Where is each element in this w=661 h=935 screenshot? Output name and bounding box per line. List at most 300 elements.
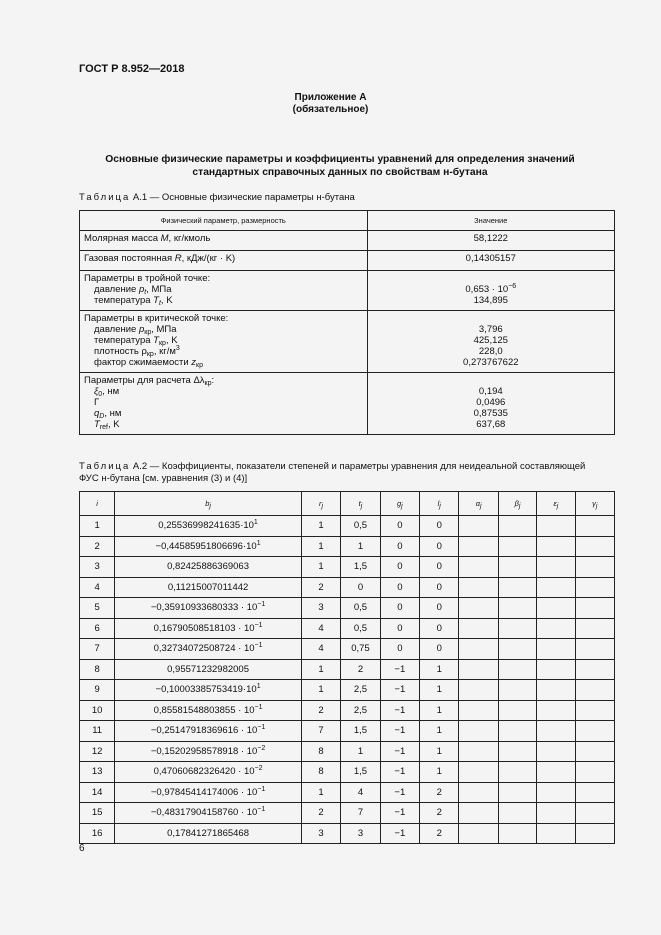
cell-b: [115, 803, 302, 824]
cell-r: 1: [301, 557, 340, 578]
table-coefficients: [79, 491, 615, 844]
cell-b-mantissa: −0,25147918369616 · 10: [150, 725, 258, 737]
cell-alpha: [459, 782, 498, 803]
cell-alpha: [459, 598, 498, 619]
cell-epsilon: [537, 700, 575, 721]
cell-beta: [498, 741, 536, 762]
cell-b: [115, 762, 302, 783]
tref-symbol: T: [94, 419, 100, 430]
cell-epsilon: [537, 762, 575, 783]
table2-header-4: [380, 492, 419, 516]
table2-header-0: [80, 492, 115, 516]
cell-l: 2: [420, 782, 459, 803]
cell-g: 0: [380, 577, 419, 598]
cell-alpha: [459, 659, 498, 680]
cell-b-exponent: −1: [254, 703, 263, 711]
table2-header-2: [301, 492, 340, 516]
table2-header-8: [537, 492, 575, 516]
table1-row-molar-mass: [80, 231, 615, 251]
table2-header-3: [341, 492, 380, 516]
critical-compressibility-label: [84, 357, 363, 368]
cell-b: [115, 598, 302, 619]
cell-b-exponent: −1: [254, 642, 263, 650]
cell-beta: [498, 659, 536, 680]
cell-alpha: [459, 803, 498, 824]
critical-density-label: [84, 346, 363, 357]
cell-g: −1: [380, 803, 419, 824]
cell-t: 4: [341, 782, 380, 803]
cell-i: 3: [80, 557, 115, 578]
cell-g: 0: [380, 516, 419, 537]
cell-t: 1: [341, 536, 380, 557]
cell-i: 15: [80, 803, 115, 824]
critical-compressibility-value: 0,273767622: [463, 357, 519, 368]
xi0-unit: , нм: [102, 386, 120, 397]
gas-constant-label: [80, 251, 368, 271]
triple-temp-sub: t: [158, 300, 161, 307]
cell-beta: [498, 680, 536, 701]
cell-b-mantissa: 0,85581548803855 · 10: [153, 704, 255, 716]
table2-header-sub: j: [595, 503, 598, 510]
cell-gamma: [575, 598, 614, 619]
cell-b: [115, 700, 302, 721]
table2-header-sub: j: [401, 503, 403, 510]
cell-r: 1: [301, 659, 340, 680]
table2-header-7: [498, 492, 536, 516]
cell-g: −1: [380, 659, 419, 680]
crit-temp-text: температура: [94, 335, 154, 346]
table2-header-symbol: α: [475, 499, 480, 508]
delta-lambda-title: [84, 375, 363, 386]
table2-row: [80, 639, 615, 660]
cell-alpha: [459, 639, 498, 660]
triple-point-values: [367, 271, 614, 311]
tref-unit: , K: [107, 419, 120, 430]
table2-header-sub: j: [479, 503, 482, 510]
table2-header-9: [575, 492, 614, 516]
cell-epsilon: [537, 721, 575, 742]
cell-i: 13: [80, 762, 115, 783]
cell-r: 2: [301, 700, 340, 721]
cell-g: 0: [380, 618, 419, 639]
cell-r: 4: [301, 618, 340, 639]
cell-b-exponent: −2: [254, 765, 263, 773]
cell-gamma: [575, 680, 614, 701]
table2-header-symbol: γ: [592, 499, 596, 508]
cell-b: [115, 741, 302, 762]
cell-l: 1: [420, 721, 459, 742]
table2-caption-text1: А.2 — Коэффициенты, показатели степеней и параметры уравнения для неидеальной составляющей: [132, 461, 586, 472]
cell-gamma: [575, 762, 614, 783]
triple-point-label: [80, 271, 368, 311]
appendix-status: (обязательное): [292, 104, 369, 115]
triple-temp-symbol: T: [153, 295, 159, 306]
table2-row: [80, 762, 615, 783]
cell-l: 0: [420, 618, 459, 639]
table1-row-delta-lambda: [80, 373, 615, 435]
cell-i: 14: [80, 782, 115, 803]
qd-value: 0,87535: [473, 408, 508, 419]
cell-i: 5: [80, 598, 115, 619]
cell-beta: [498, 536, 536, 557]
table2-row: [80, 557, 615, 578]
cell-l: 1: [420, 680, 459, 701]
cell-i: 16: [80, 823, 115, 844]
cell-epsilon: [537, 680, 575, 701]
table2-header-symbol: t: [358, 499, 361, 508]
cell-l: 0: [420, 598, 459, 619]
cell-b: [115, 618, 302, 639]
gamma-label: Γ: [94, 397, 100, 408]
cell-r: 4: [301, 639, 340, 660]
table2-caption-word: Таблица: [79, 461, 131, 472]
cell-i: 8: [80, 659, 115, 680]
cell-beta: [498, 700, 536, 721]
crit-z-text: фактор сжимаемости: [94, 357, 192, 368]
crit-temp-symbol: T: [153, 335, 159, 346]
tref-value: 637,68: [476, 419, 506, 430]
table1-row-critical-point: [80, 311, 615, 373]
critical-temperature-label: [84, 335, 363, 346]
cell-b-exponent: 1: [256, 683, 261, 691]
tref-sub: ref: [99, 424, 108, 431]
table1-row-gas-constant: [80, 251, 615, 271]
table2-row: [80, 721, 615, 742]
crit-temp-sub: кр: [158, 340, 166, 347]
cell-t: 0,5: [341, 516, 380, 537]
table1-col-value: Значение: [367, 211, 614, 231]
cell-alpha: [459, 618, 498, 639]
crit-pressure-text: давление: [94, 324, 139, 335]
table2-row: [80, 680, 615, 701]
cell-beta: [498, 557, 536, 578]
table2-row: [80, 741, 615, 762]
gas-constant-unit: , кДж/(кг · K): [181, 253, 236, 264]
delta-lambda-label: [80, 373, 368, 435]
triple-pressure-value: [372, 284, 610, 295]
cell-i: 1: [80, 516, 115, 537]
cell-r: 3: [301, 823, 340, 844]
table2-header-sub: j: [360, 503, 363, 510]
cell-epsilon: [537, 782, 575, 803]
cell-beta: [498, 803, 536, 824]
crit-density-unit: , кг/м: [153, 346, 176, 357]
cell-l: 1: [420, 659, 459, 680]
xi0-sub: 0: [98, 391, 103, 398]
table2-row: [80, 618, 615, 639]
gas-constant-symbol: R: [174, 253, 182, 264]
cell-r: 1: [301, 516, 340, 537]
table2-header-symbol: g: [396, 499, 402, 508]
cell-b-exponent: −1: [257, 806, 266, 814]
cell-epsilon: [537, 598, 575, 619]
tref-label: [84, 419, 363, 430]
cell-b-mantissa: −0,97845414174006 · 10: [150, 786, 258, 798]
cell-l: 1: [420, 700, 459, 721]
cell-epsilon: [537, 741, 575, 762]
cell-t: 1,5: [341, 721, 380, 742]
cell-gamma: [575, 659, 614, 680]
cell-b-mantissa: 0,95571232982005: [167, 663, 250, 675]
table2-caption: [79, 461, 585, 485]
cell-alpha: [459, 536, 498, 557]
cell-b-exponent: −1: [257, 724, 266, 732]
table2-caption-text2: ФУС н-бутана [см. уравнения (3) и (4)]: [79, 473, 248, 484]
standard-header: ГОСТ Р 8.952—2018: [79, 63, 185, 75]
cell-alpha: [459, 721, 498, 742]
crit-pressure-unit: , МПа: [151, 324, 177, 335]
table2-row: [80, 823, 615, 844]
table2-header-sub: j: [439, 503, 441, 510]
cell-alpha: [459, 741, 498, 762]
table2-header-symbol: i: [96, 499, 98, 508]
cell-t: 0,5: [341, 618, 380, 639]
cell-l: 0: [420, 516, 459, 537]
cell-g: −1: [380, 782, 419, 803]
cell-epsilon: [537, 536, 575, 557]
triple-pressure-text: давление: [94, 284, 139, 295]
table2-row: [80, 577, 615, 598]
cell-b: [115, 680, 302, 701]
critical-density-value: 228,0: [478, 346, 503, 357]
cell-b-mantissa: 0,17841271865468: [167, 827, 250, 839]
table2-header-symbol: r: [319, 499, 322, 508]
cell-epsilon: [537, 803, 575, 824]
cell-l: 1: [420, 741, 459, 762]
cell-b: [115, 577, 302, 598]
cell-alpha: [459, 700, 498, 721]
cell-i: 7: [80, 639, 115, 660]
cell-epsilon: [537, 557, 575, 578]
cell-b-exponent: 1: [256, 539, 261, 547]
crit-pressure-symbol: p: [138, 324, 145, 335]
cell-g: −1: [380, 700, 419, 721]
cell-b-mantissa: −0,48317904158760 · 10: [150, 807, 258, 819]
triple-temp-text: температура: [94, 295, 154, 306]
critical-point-values: [367, 311, 614, 373]
triple-temperature-label: [84, 295, 363, 306]
crit-density-sub: кр: [146, 351, 154, 358]
table2-header-5: [420, 492, 459, 516]
cell-t: 0,5: [341, 598, 380, 619]
cell-gamma: [575, 639, 614, 660]
cell-t: 2,5: [341, 680, 380, 701]
cell-b-mantissa: 0,25536998241635·10: [158, 520, 254, 532]
cell-beta: [498, 598, 536, 619]
critical-temperature-value: 425,125: [473, 335, 508, 346]
appendix-heading: [0, 92, 661, 116]
table2-header-symbol: b: [205, 499, 210, 508]
cell-l: 2: [420, 803, 459, 824]
cell-r: 1: [301, 680, 340, 701]
cell-r: 7: [301, 721, 340, 742]
cell-i: 2: [80, 536, 115, 557]
cell-beta: [498, 516, 536, 537]
cell-b-mantissa: 0,11215007011442: [167, 581, 249, 593]
cell-gamma: [575, 618, 614, 639]
cell-l: 2: [420, 823, 459, 844]
table2-header-1: [115, 492, 302, 516]
critical-pressure-label: [84, 324, 363, 335]
table2-header-row: [80, 492, 615, 516]
table2-row: [80, 782, 615, 803]
cell-r: 1: [301, 536, 340, 557]
cell-epsilon: [537, 639, 575, 660]
triple-pressure-unit: , МПа: [146, 284, 172, 295]
table1-caption-text: А.1 — Основные физические параметры н-бутана: [132, 192, 355, 203]
table2-header-sub: j: [556, 503, 559, 510]
triple-point-title: Параметры в тройной точке:: [84, 273, 211, 284]
cell-b-exponent: −2: [257, 744, 266, 752]
cell-g: 0: [380, 598, 419, 619]
table2-row: [80, 803, 615, 824]
qd-label: [84, 408, 363, 419]
cell-g: −1: [380, 762, 419, 783]
cell-beta: [498, 823, 536, 844]
cell-gamma: [575, 536, 614, 557]
cell-beta: [498, 618, 536, 639]
cell-alpha: [459, 516, 498, 537]
molar-mass-unit: , кг/кмоль: [168, 233, 211, 244]
cell-beta: [498, 721, 536, 742]
cell-t: 2: [341, 659, 380, 680]
cell-r: 8: [301, 741, 340, 762]
qd-unit: , нм: [104, 408, 122, 419]
cell-epsilon: [537, 823, 575, 844]
cell-beta: [498, 639, 536, 660]
cell-r: 3: [301, 598, 340, 619]
gamma-value: 0,0496: [476, 397, 506, 408]
cell-b: [115, 782, 302, 803]
table1-caption: [79, 192, 355, 204]
cell-b-mantissa: −0,44585951806696·10: [155, 540, 257, 552]
cell-epsilon: [537, 516, 575, 537]
cell-l: 0: [420, 639, 459, 660]
table2-row: [80, 659, 615, 680]
cell-b-mantissa: 0,32734072508724 · 10: [153, 643, 255, 655]
section-title-line2: стандартных справочных данных по свойствам н-бутана: [192, 167, 488, 178]
cell-b-mantissa: −0,10003385753419·10: [155, 684, 257, 696]
table1-header-row: [80, 211, 615, 231]
crit-pressure-sub: кр: [144, 329, 152, 336]
cell-t: 1: [341, 741, 380, 762]
qd-sub: D: [99, 413, 105, 420]
cell-alpha: [459, 680, 498, 701]
cell-g: 0: [380, 557, 419, 578]
triple-pressure-symbol: p: [138, 284, 145, 295]
cell-beta: [498, 762, 536, 783]
cell-alpha: [459, 823, 498, 844]
cell-epsilon: [537, 577, 575, 598]
table-physical-parameters: [79, 210, 615, 435]
cell-gamma: [575, 721, 614, 742]
page-number: 6: [79, 843, 85, 854]
cell-t: 1,5: [341, 557, 380, 578]
molar-mass-label: [80, 231, 368, 251]
table2-header-symbol: ε: [553, 499, 557, 508]
cell-alpha: [459, 557, 498, 578]
cell-b: [115, 516, 302, 537]
cell-g: −1: [380, 823, 419, 844]
cell-i: 11: [80, 721, 115, 742]
critical-point-label: [80, 311, 368, 373]
triple-temperature-value: 134,895: [473, 295, 508, 306]
cell-epsilon: [537, 618, 575, 639]
triple-pressure-sub: t: [144, 289, 147, 296]
appendix-title: Приложение А: [294, 92, 367, 103]
cell-b-exponent: −1: [254, 621, 263, 629]
cell-i: 10: [80, 700, 115, 721]
triple-pressure-label: [84, 284, 363, 295]
cell-gamma: [575, 782, 614, 803]
cell-l: 0: [420, 577, 459, 598]
cell-alpha: [459, 762, 498, 783]
section-title-line1: Основные физические параметры и коэффициенты уравнений для определения значений: [105, 154, 575, 165]
cell-r: 8: [301, 762, 340, 783]
cell-r: 2: [301, 803, 340, 824]
cell-b: [115, 659, 302, 680]
crit-density-text: плотность ρ: [94, 346, 147, 357]
xi0-value: 0,194: [478, 386, 503, 397]
cell-t: 7: [341, 803, 380, 824]
cell-epsilon: [537, 659, 575, 680]
delta-lambda-sub: кр: [204, 380, 212, 387]
cell-gamma: [575, 516, 614, 537]
cell-beta: [498, 782, 536, 803]
cell-i: 9: [80, 680, 115, 701]
table1-row-triple-point: [80, 271, 615, 311]
cell-b-mantissa: 0,47060682326420 · 10: [153, 766, 255, 778]
cell-gamma: [575, 803, 614, 824]
cell-t: 0,75: [341, 639, 380, 660]
cell-b-mantissa: −0,35910933680333 · 10: [150, 602, 258, 614]
cell-l: 0: [420, 536, 459, 557]
cell-b-exponent: 1: [253, 519, 258, 527]
table2-row: [80, 598, 615, 619]
cell-b-exponent: −1: [257, 601, 266, 609]
cell-gamma: [575, 823, 614, 844]
crit-density-exp: 3: [175, 345, 180, 352]
table1-col-param: Физический параметр, размерность: [80, 211, 368, 231]
cell-gamma: [575, 577, 614, 598]
cell-b-mantissa: 0,16790508518103 · 10: [153, 622, 255, 634]
cell-b-mantissa: −0,15202958578918 · 10: [150, 745, 258, 757]
table2-header-sub: j: [518, 503, 521, 510]
cell-t: 2,5: [341, 700, 380, 721]
cell-gamma: [575, 557, 614, 578]
triple-pressure-mantissa: 0,653 · 10: [465, 284, 509, 295]
table2-header-symbol: β: [514, 499, 519, 508]
cell-b-exponent: −1: [257, 785, 266, 793]
cell-gamma: [575, 741, 614, 762]
cell-t: 3: [341, 823, 380, 844]
cell-b: [115, 721, 302, 742]
cell-beta: [498, 577, 536, 598]
delta-lambda-colon: :: [211, 375, 215, 386]
crit-temp-unit: , K: [165, 335, 178, 346]
cell-g: −1: [380, 680, 419, 701]
cell-b-mantissa: 0,82425886369063: [167, 561, 250, 573]
cell-t: 0: [341, 577, 380, 598]
cell-g: 0: [380, 639, 419, 660]
xi0-symbol: ξ: [94, 386, 99, 397]
cell-b: [115, 536, 302, 557]
crit-z-sub: кр: [196, 362, 204, 369]
gas-constant-label-text: Газовая постоянная: [84, 253, 175, 264]
cell-i: 6: [80, 618, 115, 639]
table2-header-6: [459, 492, 498, 516]
cell-l: 0: [420, 557, 459, 578]
